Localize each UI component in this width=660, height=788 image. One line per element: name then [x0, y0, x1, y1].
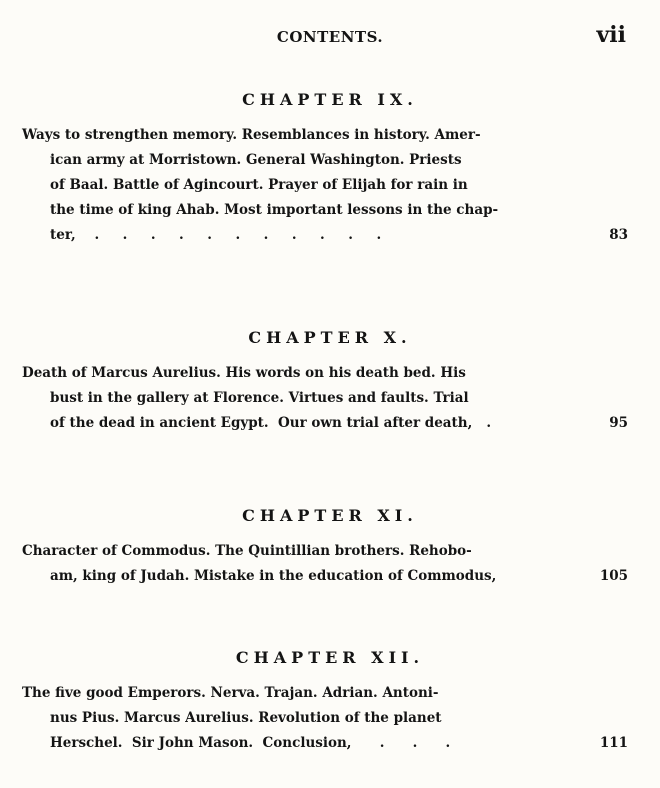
summary-line: Ways to strengthen memory. Resemblances in history. Amer-	[22, 127, 481, 143]
chapter-heading: CHAPTER XII.	[235, 648, 425, 667]
chapter-heading: CHAPTER IX.	[242, 90, 418, 109]
chapter-heading: CHAPTER X.	[248, 328, 412, 347]
summary-line: ican army at Morristown. General Washington. Priests	[50, 152, 462, 168]
chapter-x	[0, 328, 660, 436]
chapter-page-number: 105	[599, 568, 628, 584]
summary-line: Character of Commodus. The Quintillian brothers. Rehobo-	[22, 543, 472, 559]
chapter-xii	[0, 648, 660, 756]
running-head	[0, 22, 660, 50]
summary-line: of Baal. Battle of Agincourt. Prayer of Elijah for rain in	[50, 177, 468, 193]
chapter-page-number: 83	[609, 227, 628, 243]
summary-line: ter, . . . . . . . . . . .	[50, 227, 382, 243]
chapter-heading: CHAPTER XI.	[242, 506, 418, 525]
summary-line: the time of king Ahab. Most important lessons in the chap-	[50, 202, 499, 218]
chapter-summary	[22, 539, 628, 589]
summary-line: bust in the gallery at Florence. Virtues and faults. Trial	[50, 390, 469, 406]
running-title: CONTENTS.	[276, 28, 384, 46]
page-number: vii	[596, 22, 626, 48]
chapter-xi	[0, 506, 660, 589]
summary-line: The five good Emperors. Nerva. Trajan. Adrian. Antoni-	[22, 685, 439, 701]
summary-line: Death of Marcus Aurelius. His words on his death bed. His	[22, 365, 466, 381]
summary-line: Herschel. Sir John Mason. Conclusion, . . .	[50, 735, 451, 751]
chapter-summary	[22, 123, 628, 248]
summary-line: of the dead in ancient Egypt. Our own trial after death, .	[50, 415, 492, 431]
summary-line: am, king of Judah. Mistake in the education of Commodus,	[50, 568, 497, 584]
chapter-summary	[22, 361, 628, 436]
chapter-ix	[0, 90, 660, 248]
chapter-page-number: 95	[609, 415, 628, 431]
chapter-page-number: 111	[599, 735, 628, 751]
chapter-summary	[22, 681, 628, 756]
summary-line: nus Pius. Marcus Aurelius. Revolution of the planet	[50, 710, 442, 726]
